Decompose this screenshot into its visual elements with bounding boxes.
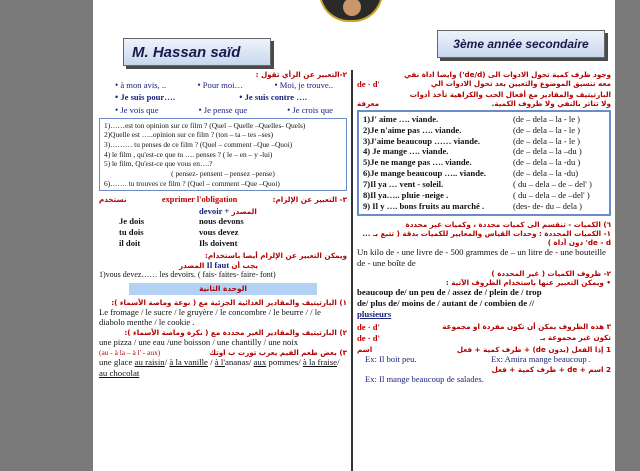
flavor-text: aux [253, 357, 267, 367]
rule-example: Ex: Il boit peu. [365, 354, 417, 365]
adverbs-line-1: beaucoup de/ un peu de / assez de / plein de / trop [357, 286, 542, 297]
adverbs-rule-title [357, 322, 611, 333]
intro-line-4 [357, 99, 611, 108]
rule-fr: de · d' [357, 332, 380, 343]
author-logo [319, 0, 383, 22]
flavor-text: à la fraise [302, 357, 338, 367]
devoir-line [199, 206, 347, 217]
rule-2: 2 اسم + de + ظرف كمية + فعل [491, 365, 611, 375]
exercise-sentence: 9) Il y …. bons fruits au marché . [363, 200, 485, 211]
exercise-sentence: 1)J' aime …. viande. [363, 113, 439, 124]
devoir-conjugation [119, 216, 299, 248]
flavor-text: pommes/ [268, 357, 303, 367]
section-opinion-title: ٢-التعبير عن الرأي تقول : [255, 70, 347, 79]
conj-form: vous devez [199, 227, 239, 238]
opinion-phrase: Je vois que [120, 104, 159, 115]
exercise-options: ( du – dela – de – del' ) [513, 179, 592, 190]
exercise-options: (de – dela – la –du ) [513, 146, 582, 157]
quantities-examples: Un kilo de - une livre de - 500 grammes de – un litre de - une bouteille de - une boîte de [357, 246, 606, 268]
exercise-sentence: 3)J'aime beaucoup …… viande. [363, 135, 480, 146]
adverbs-rule-sub [357, 333, 611, 344]
question-item: 6)……. tu trouves ce film ? (Quel – comment –Que –Quoi) [104, 178, 280, 188]
flavor-text: ananas/ [224, 357, 254, 367]
question-item: ( pensez- pensent – pensez –pense) [171, 168, 275, 178]
level-name: 3ème année secondaire [453, 37, 589, 51]
conj-form: Ils doivent [199, 237, 238, 248]
exercise-options: (de – dela – la -du ) [513, 157, 581, 168]
obligation-title-fr: exprimer l'obligation [161, 195, 238, 205]
il-faut-note: يجب أن [231, 260, 258, 270]
exercise-options: ( du – dela – de –del' ) [513, 190, 590, 201]
question-item: 3)……… tu penses de ce film ? (Quel – comment –Que –Quoi) [104, 140, 293, 149]
flavor-text: à l' [214, 357, 225, 367]
exercise-options: (de – dela – la - le ) [513, 113, 581, 124]
flavor-text: au raisin [134, 357, 165, 367]
opinion-phrase: Moi, je trouve.. [279, 80, 333, 90]
obligation-title-ar: ٣- التعبير عن الإلزام: [272, 195, 347, 205]
exercise-options: (des- de- du – dela ) [513, 200, 582, 211]
obligation-title [99, 195, 347, 206]
flavor-items [99, 357, 347, 379]
il-faut-masdar: المصدر [179, 260, 205, 270]
obligation-exercise: 1)vous devez…… les devoirs. ( fais- faites- faire- font) [99, 270, 276, 280]
partitive-exercise-box [357, 110, 611, 216]
worksheet-page [93, 0, 615, 471]
rule-1 [357, 345, 611, 354]
rule-ar: ٣ هذه الظروف يمكن أن تكون مفردة او مجموعة [442, 321, 611, 331]
left-column [99, 70, 347, 379]
question-item: 4) le film , qu'est-ce que tu …. penses ? ( le – en – y -lui) [104, 149, 273, 159]
opinion-phrase: Je crois que [292, 104, 333, 115]
author-title-box [123, 38, 271, 66]
flavor-text: / [164, 357, 170, 367]
flavor-text: à la vanille [169, 357, 208, 367]
exercise-options: (de – dela – la - le ) [513, 135, 581, 146]
quantities-title: ٦) الكميات - تنقسم الى كميات محددة ، وكميات غير محددة [405, 219, 611, 229]
adverbs-line-2: de/ plus de/ moins de / autant de / combien de // [357, 297, 535, 308]
level-title-box [437, 30, 605, 58]
column-divider [351, 70, 353, 471]
question-item: 5) le film, Qu'est-ce que vous en….? [104, 159, 213, 169]
exercise-sentence: 8)Il ya….. pluie -neige . [363, 190, 449, 201]
opinion-exercise-box [99, 118, 347, 191]
intro-ar: ولا تتاثر بالنفي ولا ظروف الكمية. [491, 98, 611, 108]
author-name: M. Hassan saïd [132, 43, 241, 61]
intro-line-3: البارتيتيف والمقادير مع أفعال الحب والكراهية تأخذ أدوات [409, 89, 611, 99]
opinion-phrase: à mon avis, .. [120, 80, 167, 90]
opinion-phrase: Je suis contre …. [244, 92, 307, 103]
right-column [357, 70, 611, 385]
conj-form: Je dois [119, 216, 145, 227]
rule-text: 1 إذا الفعل (بدون de) + ظرف كمية + فعل [456, 345, 611, 355]
exercise-sentence: 5)Je ne mange pas …. viande. [363, 157, 472, 168]
partitive-items-2: une pizza / une eau /une boisson / une chantilly / une noix [99, 337, 299, 348]
intro-line-1: وجود ظرف كمية تحول الادوات الى (de/d') وايضا اداة نفي [404, 70, 611, 79]
partitive-title-1: ١) البارتيتيف والمقادير الغذائية الجزئية مع ( نوعة وماصة الأسماء ): [111, 297, 347, 307]
conj-form: il doit [119, 237, 141, 248]
opinion-phrase: Je suis pour…. [120, 92, 175, 103]
rule-ar: تكون غير مجموعة بـ [540, 332, 611, 342]
adverbs-line-3: plusieurs [357, 308, 392, 319]
conj-form: tu dois [119, 227, 144, 238]
partitive-items-1: Le fromage / le sucre / le gruyère / le concombre / le beurre / / le diabolo menthe / le cookie . [99, 306, 321, 328]
opinion-phrase: Je pense que [203, 104, 248, 115]
flavor-articles: (au - à la – à l' - aux) [99, 347, 161, 357]
flavor-title [99, 348, 347, 357]
question-item: 2)Quelle est …..opinion sur ce film ? (ton – ta – tes –ses) [104, 130, 274, 140]
exercise-sentence: 7)Il ya … vent - soleil. [363, 179, 444, 190]
rule-tag: اسم [357, 345, 373, 355]
exercise-sentence: 2)Je n'aime pas …. viande. [363, 124, 462, 135]
devoir-formula: devoir + [199, 205, 230, 216]
exercise-options: (de – dela – la -du) [513, 168, 579, 179]
adverbs-intro: • ويمكن التعبير عنها باستخدام الظروف الآتية : [445, 277, 611, 287]
flavor-text: / [207, 357, 215, 367]
intro-left: معرفة [357, 98, 380, 108]
obligation-title-ar2: نستخدم [99, 195, 127, 205]
intro-fr: de · d' [357, 79, 380, 89]
rule-2-example: Ex: Il mange beaucoup de salades. [365, 374, 484, 385]
exercise-sentence: 4) Je mange …. viande. [363, 146, 449, 157]
devoir-note: المصدر [231, 206, 257, 216]
rule-fr: de · d' [357, 321, 380, 332]
intro-ar: معه تنسيق الموضوع والتعيين بعد تحول الادوات الي [430, 79, 611, 88]
intro-line-2 [357, 79, 611, 90]
exercise-sentence: 6)Je mange beaucoup ….. viande. [363, 168, 486, 179]
conj-form: nous devons [199, 216, 244, 227]
quantities-defined: ١- الكميات المحددة : وحدات القياس والمعايير للكميات بدقة ( تتبع بـ ... de - d' دون أداة ) [362, 228, 611, 247]
opinion-row-1: • à mon avis, .. • Pour moi… • Moi, je trouve.. [115, 80, 333, 90]
opinion-row-2: • Je suis pour…. • Je suis contre …. [115, 92, 307, 103]
rule-1-examples [357, 354, 611, 365]
flavor-title-ar: ٣) بعض طعم الفيم يعرب تورت ب اوتك [209, 347, 347, 357]
exercise-options: (de – dela – la - le ) [513, 124, 581, 135]
unit-two-band: الوحدة الثانية [129, 283, 317, 294]
partitive-title-2: ٢) البارتيتيف والمقادير الغير محددة مع ( نكرة وماصة الأسماء ): [124, 328, 347, 338]
quantities-undefined: ٢- ظروف الكميات ( غير المحددة ) [491, 268, 611, 278]
opinion-phrase: Pour moi… [202, 80, 244, 90]
il-faut-formula: Il faut [206, 259, 230, 270]
question-item: 1)……est ton opinion sur ce film ? (Quel – Quelle –Quelles- Quels) [104, 120, 306, 130]
il-faut-title: ويمكن التعبير عن الإلزام أيضا باستخدام: [204, 250, 347, 260]
opinion-row-3: • Je vois que • Je pense que • Je crois que [115, 104, 333, 115]
rule-example: Ex: Amira mange beaucoup . [491, 354, 591, 365]
flavor-text: une glace [99, 357, 135, 367]
il-faut-line [179, 260, 347, 271]
flavor-text: au chocolat [99, 367, 140, 378]
flavor-text: / [337, 357, 340, 367]
